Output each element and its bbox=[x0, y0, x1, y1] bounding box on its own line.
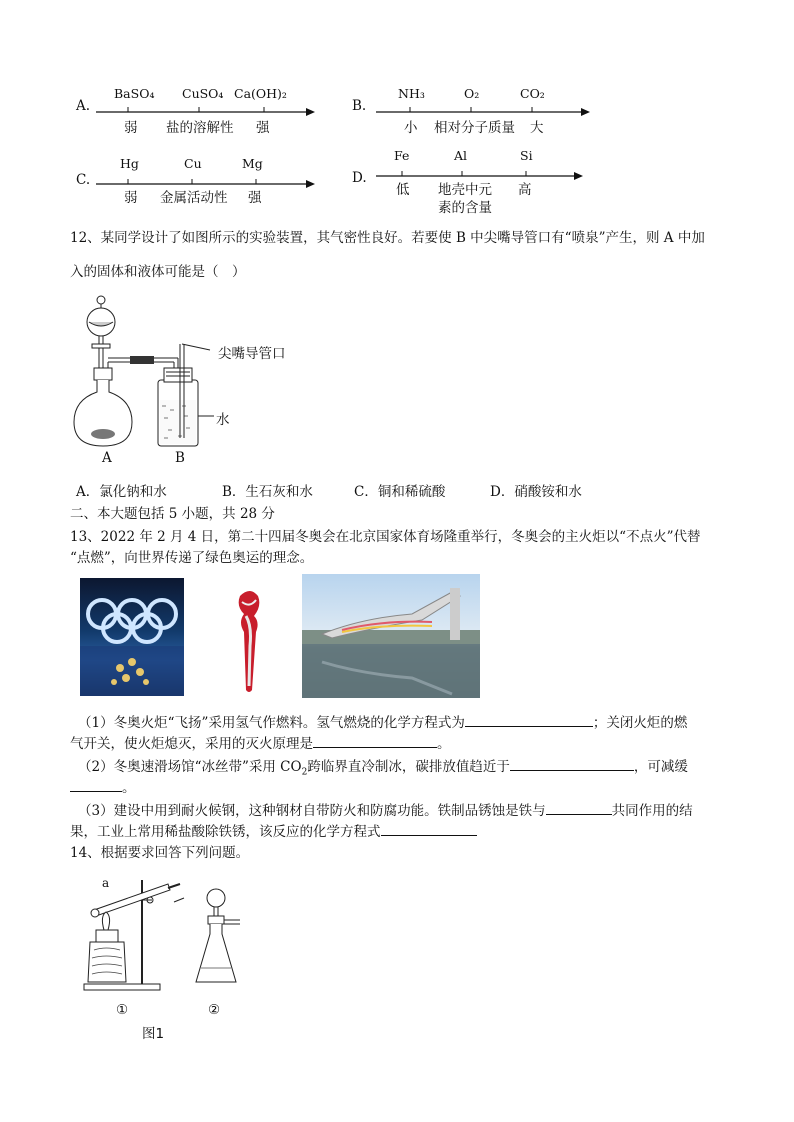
axis-item: NH₃ bbox=[398, 86, 425, 101]
apparatus-drawing bbox=[70, 288, 330, 448]
option-letter: D. bbox=[352, 170, 367, 186]
answer-blank[interactable] bbox=[70, 777, 122, 792]
q13-stem-line1: 13、2022 年 2 月 4 日，第二十四届冬奥会在北京国家体育场隆重举行，冬奥会的主火炬以“不点火”代替 bbox=[70, 529, 701, 545]
answer-blank[interactable] bbox=[546, 800, 612, 815]
olympic-rings-photo bbox=[80, 578, 184, 696]
option-letter: B. bbox=[352, 98, 367, 114]
axis-item: BaSO₄ bbox=[114, 86, 155, 101]
axis-option-b bbox=[346, 86, 596, 134]
option-d[interactable]: D．硝酸铵和水 bbox=[490, 484, 582, 500]
axis-item: Fe bbox=[394, 148, 410, 163]
flask-a-label: A bbox=[102, 450, 112, 466]
ski-jump-photo bbox=[302, 574, 480, 698]
option-b[interactable]: B．生石灰和水 bbox=[222, 484, 313, 500]
answer-blank[interactable] bbox=[313, 733, 437, 748]
q13-part2-line1: （2）冬奥速滑场馆“冰丝带”采用 $CO_2$跨临界直冷制冰，碳排放值趋近于 ，可减缓 bbox=[78, 756, 688, 783]
axis-item: O₂ bbox=[464, 86, 480, 101]
axis-item: Si bbox=[520, 148, 533, 163]
axis-left-label: 弱 bbox=[124, 120, 138, 136]
q13-part1-line2: 气开关，使火炬熄灭，采用的灭火原理是 。 bbox=[70, 733, 451, 754]
option-letter: A. bbox=[76, 98, 91, 114]
axis-option-d bbox=[346, 148, 596, 214]
axis-option-a bbox=[70, 86, 320, 134]
torch-icon bbox=[232, 586, 266, 696]
axis-left-label: 小 bbox=[404, 120, 418, 136]
axis-middle-label: 地壳中元 bbox=[438, 182, 492, 198]
apparatus-2-label: ② bbox=[208, 1002, 221, 1018]
axis-middle-label: 金属活动性 bbox=[160, 190, 228, 206]
q13-part3-line1: （3）建设中用到耐火候钢，这种钢材自带防火和防腐功能。铁制品锈蚀是铁与 共同作用的结 bbox=[78, 800, 693, 821]
figure-caption: 图1 bbox=[142, 1026, 165, 1042]
axis-left-label: 低 bbox=[396, 182, 410, 198]
apparatus-1-label: ① bbox=[116, 1002, 129, 1018]
axis-item: Al bbox=[454, 148, 468, 163]
tip-tube-label: 尖嘴导管口 bbox=[218, 346, 286, 362]
q12-options bbox=[70, 480, 690, 500]
option-a[interactable]: A．氯化钠和水 bbox=[76, 484, 167, 500]
axis-left-label: 弱 bbox=[124, 190, 138, 206]
axis-middle-label: 相对分子质量 bbox=[434, 120, 515, 136]
q13-part2-line2: 。 bbox=[70, 777, 136, 798]
q14-figure bbox=[80, 872, 260, 1042]
axis-middle-label: 盐的溶解性 bbox=[166, 120, 234, 136]
axis-option-c bbox=[70, 156, 320, 204]
torch-photo bbox=[232, 586, 266, 696]
axis-arrow bbox=[96, 104, 316, 116]
q13-stem-line2: “点燃”，向世界传递了绿色奥运的理念。 bbox=[70, 550, 314, 566]
option-c[interactable]: C．铜和稀硫酸 bbox=[354, 484, 446, 500]
water-label: 水 bbox=[216, 412, 230, 428]
q12-stem-line2: 入的固体和液体可能是（ ） bbox=[70, 264, 246, 280]
section-heading: 二、本大题包括 5 小题，共 28 分 bbox=[70, 506, 275, 522]
axis-item: Cu bbox=[184, 156, 202, 171]
axis-right-label: 高 bbox=[518, 182, 532, 198]
option-letter: C. bbox=[76, 172, 91, 188]
answer-blank[interactable] bbox=[465, 712, 593, 727]
ski-jump-structure-icon bbox=[302, 574, 480, 698]
answer-blank[interactable] bbox=[381, 821, 477, 836]
axis-item: CuSO₄ bbox=[182, 86, 224, 101]
axis-item: Ca(OH)₂ bbox=[234, 86, 287, 101]
olympic-rings-icon bbox=[80, 578, 184, 696]
axis-arrow bbox=[376, 104, 591, 116]
q12-apparatus-figure bbox=[70, 288, 330, 470]
axis-right-label: 强 bbox=[248, 190, 262, 206]
axis-right-label: 强 bbox=[256, 120, 270, 136]
q14-stem: 14、根据要求回答下列问题。 bbox=[70, 845, 250, 861]
answer-blank[interactable] bbox=[510, 756, 634, 771]
label-a: a bbox=[102, 876, 110, 890]
axis-item: CO₂ bbox=[520, 86, 545, 101]
axis-middle-label: 素的含量 bbox=[438, 200, 492, 216]
q13-part1-line1: （1）冬奥火炬“飞扬”采用氢气作燃料。氢气燃烧的化学方程式为 ；关闭火炬的燃 bbox=[78, 712, 687, 733]
axis-item: Hg bbox=[120, 156, 139, 171]
axis-right-label: 大 bbox=[530, 120, 544, 136]
bottle-b-label: B bbox=[175, 450, 185, 466]
q12-stem-line1: 12、某同学设计了如图所示的实验装置，其气密性良好。若要使 B 中尖嘴导管口有“喷泉”产生，则 A 中加 bbox=[70, 230, 705, 246]
lab-apparatus-drawing bbox=[80, 872, 260, 1002]
axis-item: Mg bbox=[242, 156, 263, 171]
q13-part3-line2: 果，工业上常用稀盐酸除铁锈，该反应的化学方程式 bbox=[70, 821, 477, 842]
